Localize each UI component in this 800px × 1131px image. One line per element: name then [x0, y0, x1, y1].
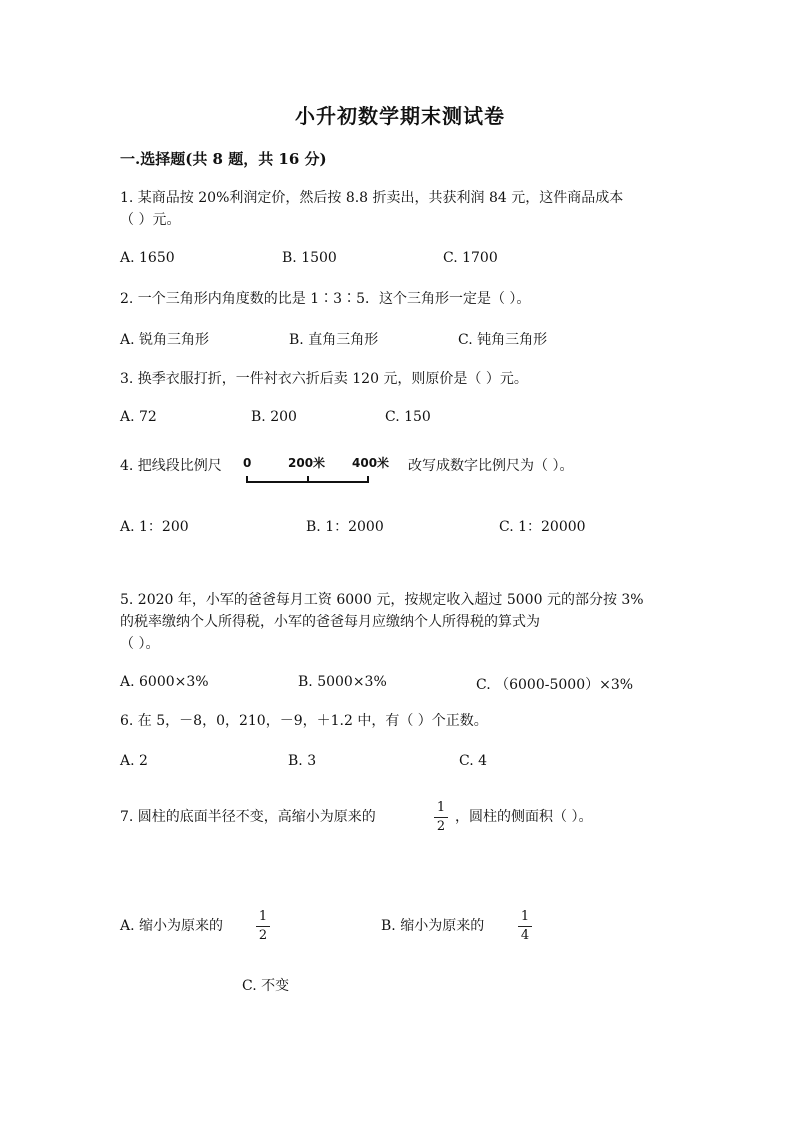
question-6-option-c[interactable]: C. 4	[459, 753, 488, 769]
question-4-suffix: 改写成数字比例尺为（ ）。	[408, 458, 574, 474]
fraction-denominator: 4	[520, 928, 530, 943]
scale-label-200: 200米	[288, 456, 326, 470]
question-4-prefix: 4. 把线段比例尺	[120, 458, 222, 474]
question-3-option-a[interactable]: A. 72	[120, 409, 157, 425]
question-2-text: 2. 一个三角形内角度数的比是 1∶3∶5．这个三角形一定是（ ）。	[120, 291, 531, 307]
question-7-option-a[interactable]: A. 缩小为原来的	[120, 918, 224, 934]
question-7-prefix: 7. 圆柱的底面半径不变，高缩小为原来的	[120, 809, 376, 825]
scale-label-400: 400米	[352, 456, 390, 470]
question-4-option-c[interactable]: C. 1：20000	[499, 519, 586, 535]
question-7-option-c[interactable]: C. 不变	[242, 978, 290, 994]
question-6-option-b[interactable]: B. 3	[288, 753, 317, 769]
question-5-option-b[interactable]: B. 5000×3%	[298, 674, 387, 690]
question-5-line-1: 5. 2020 年，小军的爸爸每月工资 6000 元，按规定收入超过 5000 元的部分按 3%	[120, 592, 644, 608]
question-1-option-a[interactable]: A. 1650	[120, 250, 175, 266]
question-1-line-2: （ ）元。	[120, 212, 181, 228]
question-5-line-2: 的税率缴纳个人所得税，小军的爸爸每月应缴纳个人所得税的算式为	[120, 614, 540, 630]
fraction-numerator: 1	[520, 909, 530, 924]
question-6-option-a[interactable]: A. 2	[120, 753, 148, 769]
question-5-option-a[interactable]: A. 6000×3%	[120, 674, 209, 690]
fraction-numerator: 1	[258, 909, 268, 924]
question-7-suffix: ，圆柱的侧面积（ ）。	[455, 809, 593, 825]
fraction-denominator: 2	[258, 928, 268, 943]
question-1-option-b[interactable]: B. 1500	[282, 250, 337, 266]
question-7-option-b-fraction	[518, 910, 532, 943]
question-1-line-1: 1. 某商品按 20%利润定价，然后按 8.8 折卖出，共获利润 84 元，这件商品成本	[120, 190, 624, 206]
question-2-option-a[interactable]: A. 锐角三角形	[120, 332, 210, 348]
question-5-option-c[interactable]: C. （6000-5000）×3%	[476, 677, 634, 693]
question-5-line-3: （ ）。	[120, 636, 160, 652]
question-7-fraction	[434, 801, 448, 834]
question-3-option-c[interactable]: C. 150	[385, 409, 431, 425]
question-1-option-c[interactable]: C. 1700	[443, 250, 498, 266]
page-title: 小升初数学期末测试卷	[295, 104, 505, 128]
question-6-text: 6. 在 5，－8，0，210，－9，＋1.2 中，有（ ）个正数。	[120, 713, 488, 729]
fraction-bar	[518, 926, 532, 927]
fraction-bar	[434, 817, 448, 818]
question-2-option-b[interactable]: B. 直角三角形	[289, 332, 379, 348]
question-3-text: 3. 换季衣服打折，一件衬衣六折后卖 120 元，则原价是（ ）元。	[120, 371, 528, 387]
question-4-option-b[interactable]: B. 1：2000	[306, 519, 384, 535]
question-4-option-a[interactable]: A. 1：200	[120, 519, 189, 535]
question-7-option-b[interactable]: B. 缩小为原来的	[381, 918, 485, 934]
section-header: 一.选择题(共 8 题，共 16 分)	[120, 150, 327, 168]
question-2-option-c[interactable]: C. 钝角三角形	[458, 332, 548, 348]
fraction-numerator: 1	[436, 800, 446, 815]
fraction-bar	[256, 926, 270, 927]
fraction-denominator: 2	[436, 819, 446, 834]
scale-label-0: 0	[243, 456, 252, 470]
line-scale-figure	[240, 452, 390, 492]
question-7-option-a-fraction	[256, 910, 270, 943]
question-3-option-b[interactable]: B. 200	[251, 409, 297, 425]
